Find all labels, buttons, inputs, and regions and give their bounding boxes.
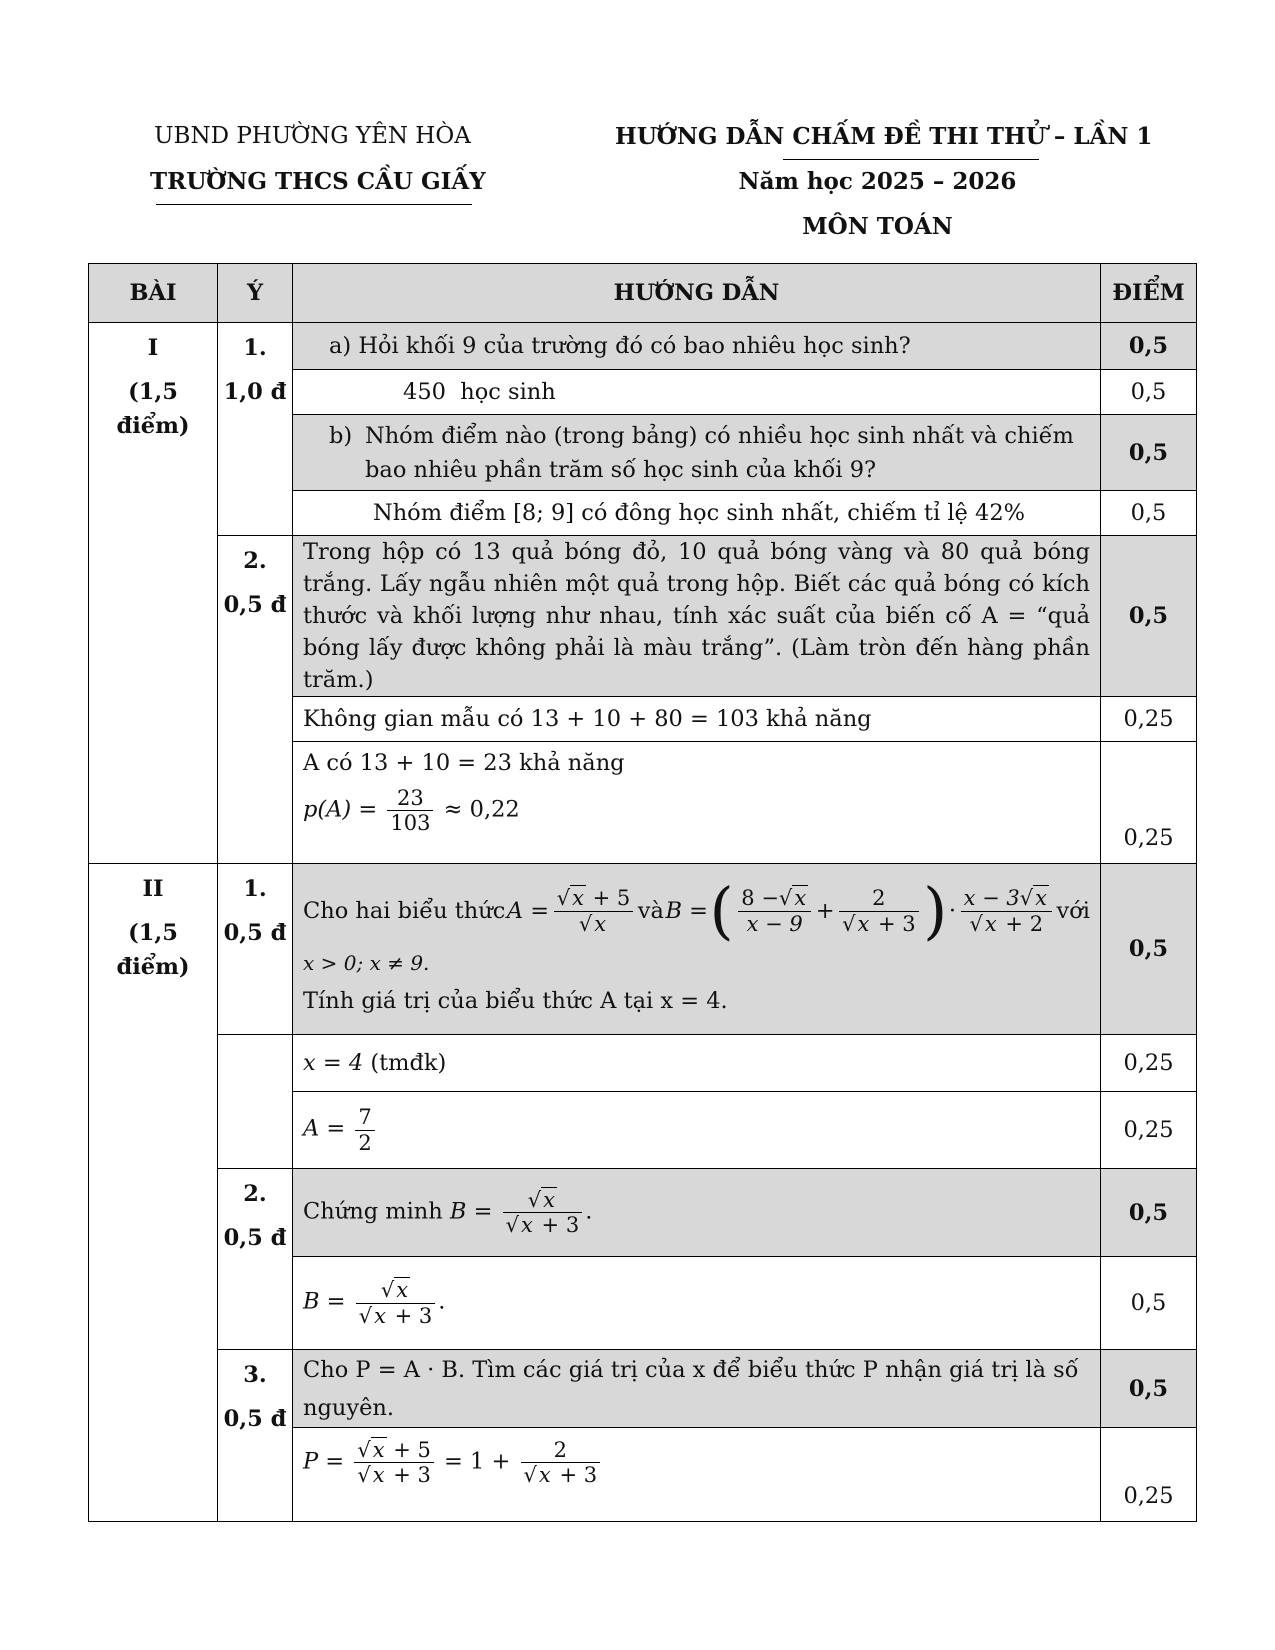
answer-3b-fraction: $\frac{7}{2}$ <box>355 1105 374 1154</box>
y-2-1-points: 0,5 đ <box>223 920 287 946</box>
expr-b-fraction-3: $\frac{x - 3√x}{√x + 2}$ <box>961 886 1052 935</box>
sqrt-icon: √x <box>523 1463 551 1488</box>
answer-2a-pre: Không gian mẫu có <box>303 706 524 732</box>
right-header-line1: HƯỚNG DẪN CHẤM ĐỀ THI THỬ – LẦN 1 <box>615 123 1153 150</box>
answer-2b-expr: 13 + 10 = 23 <box>359 750 512 776</box>
y-2-3-label: 3. <box>243 1362 267 1388</box>
question-4-fraction: $\frac{√x}{√x + 3}$ <box>503 1188 583 1237</box>
prob-lhs: p(A) = <box>303 796 378 823</box>
prob-numerator: 23 <box>387 786 433 811</box>
question-5-line2: nguyên. <box>303 1394 395 1421</box>
answer-2a-expr: 13 + 10 + 80 = 103 <box>530 706 759 732</box>
right-paren-icon: ) <box>923 874 948 947</box>
answer-1a-number: 450 <box>403 379 446 405</box>
score-cell: 0,5 <box>1101 536 1197 697</box>
sqrt-icon: √x <box>1019 886 1047 911</box>
score-cell: 0,5 <box>1101 370 1197 415</box>
answer-1b <box>293 491 1101 536</box>
prob-denominator: 103 <box>390 811 431 836</box>
answer-2-sample-space <box>293 697 1101 742</box>
answer-1b-interval: [8; 9] <box>513 500 575 526</box>
answer-3a <box>293 1035 1101 1092</box>
score-cell: 0,5 <box>1101 491 1197 536</box>
answer-1b-part1: Nhóm điểm <box>373 500 506 526</box>
score-cell: 0,5 <box>1101 323 1197 370</box>
table-row <box>89 536 1197 697</box>
answer-2-probability <box>293 742 1101 864</box>
plus-sign: + <box>815 898 835 924</box>
grading-table <box>88 263 1197 1522</box>
answer-5-mid: = 1 + <box>444 1448 511 1475</box>
question-1b <box>293 415 1101 491</box>
y-2-3-points: 0,5 đ <box>223 1406 287 1432</box>
y-2-1-cell <box>218 864 293 1035</box>
question-5-line1: Cho P = A · B. Tìm các giá trị của x để biểu thức P nhận giá trị là số <box>303 1356 1079 1383</box>
score-cell: 0,25 <box>1101 697 1197 742</box>
bai-2-cell <box>89 864 218 1522</box>
answer-3a-expr: x = 4 <box>303 1050 364 1076</box>
sqrt-icon: √x <box>778 886 807 911</box>
left-paren-icon: ( <box>709 874 734 947</box>
table-row <box>89 323 1197 370</box>
answer-1b-part2: có đông học sinh nhất, chiếm tỉ lệ <box>581 500 968 526</box>
question-4-lhs: B = <box>449 1198 493 1225</box>
score-cell: 0,25 <box>1101 1428 1197 1522</box>
answer-2b-post: khả năng <box>519 750 625 776</box>
table-row <box>89 864 1197 1035</box>
y-2-2-cell <box>218 1169 293 1350</box>
bai-2-points: (1,5 điểm) <box>116 920 190 980</box>
question-3-ask: Tính giá trị của biểu thức A tại x = 4. <box>303 988 728 1014</box>
answer-3a-note: (tmđk) <box>370 1050 447 1076</box>
table-row <box>89 1035 1197 1092</box>
col-header-bai: BÀI <box>89 264 218 323</box>
left-header-line1: UBND PHƯỜNG YÊN HÒA <box>154 123 471 149</box>
left-header-line2: TRƯỜNG THCS CẦU GIẤY <box>150 168 486 195</box>
score-cell: 0,25 <box>1101 742 1197 864</box>
bai-1-label: I <box>147 335 159 361</box>
answer-1a-text: học sinh <box>460 379 556 405</box>
col-header-y: Ý <box>218 264 293 323</box>
answer-2a-post: khả năng <box>766 706 872 732</box>
y-1-2-cell <box>218 536 293 864</box>
sqrt-icon: √x <box>556 886 584 911</box>
right-header-line2: Năm học 2025 – 2026 <box>738 168 1017 195</box>
table-row <box>89 1350 1197 1428</box>
y-2-1b-cell <box>218 1035 293 1169</box>
y-2-3-cell <box>218 1350 293 1522</box>
sqrt-icon: √x <box>358 1303 386 1328</box>
question-4: Chứng minh B = $\frac{√x}{√x + 3}$ . <box>293 1169 1101 1257</box>
answer-5 <box>293 1428 1101 1522</box>
score-cell: 0,25 <box>1101 1035 1197 1092</box>
answer-4-lhs: B = <box>303 1289 346 1315</box>
expr-a-lhs: A = <box>506 898 550 924</box>
question-4-pre: Chứng minh <box>303 1198 443 1225</box>
prob-fraction <box>387 786 433 835</box>
y-1-2-points: 0,5 đ <box>223 592 287 618</box>
sqrt-icon: √x <box>505 1213 533 1237</box>
question-2: Trong hộp có 13 quả bóng đỏ, 10 quả bóng vàng và 80 quả bóng trắng. Lấy ngẫu nhiên một quả trong hộp. Biết các quả bóng có kích thước và khối lượng như nhau, tính xác suất của biến cố A = “quả bóng lấy được không phải là màu trắng”. (Làm tròn đến hàng phần trăm.) <box>293 536 1101 697</box>
sqrt-icon: √x <box>969 911 997 936</box>
score-cell: 0,5 <box>1101 864 1197 1035</box>
sqrt-icon: √x <box>357 1463 385 1488</box>
answer-1b-percent: 42% <box>975 500 1026 526</box>
y-1-1-label: 1. <box>243 335 267 361</box>
expr-a-fraction: $\frac{√x + 5}{√x}$ <box>554 886 634 935</box>
table-header-row <box>89 264 1197 323</box>
prob-rhs: ≈ 0,22 <box>443 796 520 823</box>
y-1-1-cell <box>218 323 293 536</box>
answer-4: B = $\frac{√x}{√x + 3}$ . <box>293 1257 1101 1350</box>
table-row <box>89 1169 1197 1257</box>
col-header-diem: ĐIỂM <box>1101 264 1197 323</box>
y-2-2-points: 0,5 đ <box>223 1225 287 1251</box>
answer-5-fraction-2: $\frac{2}{√x + 3}$ <box>521 1438 601 1487</box>
sqrt-icon: √x <box>842 911 870 936</box>
sqrt-icon: √x <box>357 1438 385 1462</box>
sqrt-icon: √x <box>380 1278 409 1303</box>
question-5 <box>293 1350 1101 1428</box>
y-1-2-label: 2. <box>243 548 267 574</box>
sqrt-icon: √x <box>527 1187 556 1212</box>
answer-3b <box>293 1092 1101 1169</box>
expr-b-fraction-2: $\frac{2}{√x + 3}$ <box>839 886 919 935</box>
bai-1-points: (1,5 điểm) <box>116 379 190 439</box>
question-3-pre: Cho hai biểu thức <box>303 898 506 924</box>
answer-1a <box>293 370 1101 415</box>
answer-5-fraction-1: $\frac{√x + 5}{√x + 3}$ <box>354 1438 434 1487</box>
question-1b-text: Nhóm điểm nào (trong bảng) có nhiều học sinh nhất và chiếm bao nhiêu phần trăm số học sinh của khối 9? <box>365 422 1074 483</box>
y-1-1-points: 1,0 đ <box>223 379 287 405</box>
score-cell: 0,5 <box>1101 415 1197 491</box>
left-header-underline <box>156 204 472 205</box>
score-cell: 0,25 <box>1101 1092 1197 1169</box>
question-1b-label: b) <box>329 422 353 449</box>
bai-2-label: II <box>142 876 164 902</box>
right-header-underline <box>783 159 1039 160</box>
question-3-condition: x > 0; x ≠ 9. <box>303 951 430 975</box>
right-header-line3: MÔN TOÁN <box>802 213 953 240</box>
bai-1-cell <box>89 323 218 864</box>
answer-2b-pre: A có <box>303 750 353 776</box>
dot-sign: · <box>948 898 957 924</box>
expr-b-fraction-1: $\frac{8 -√x}{x - 9}$ <box>738 886 811 935</box>
expr-b-lhs: B = <box>665 898 709 924</box>
answer-5-lhs: P = <box>303 1448 345 1475</box>
score-cell: 0,5 <box>1101 1169 1197 1257</box>
question-1a: a) Hỏi khối 9 của trường đó có bao nhiêu học sinh? <box>293 323 1101 370</box>
y-2-2-label: 2. <box>243 1181 267 1207</box>
question-3 <box>293 864 1101 1035</box>
sqrt-icon: √x <box>578 911 607 936</box>
question-3-with: với <box>1056 898 1090 924</box>
col-header-huong-dan: HƯỚNG DẪN <box>293 264 1101 323</box>
y-2-1-label: 1. <box>243 876 267 902</box>
score-cell: 0,5 <box>1101 1257 1197 1350</box>
score-cell: 0,5 <box>1101 1350 1197 1428</box>
answer-3b-lhs: A = <box>303 1116 346 1142</box>
answer-4-fraction: $\frac{√x}{√x + 3}$ <box>356 1278 436 1327</box>
question-3-and: và <box>637 898 664 924</box>
